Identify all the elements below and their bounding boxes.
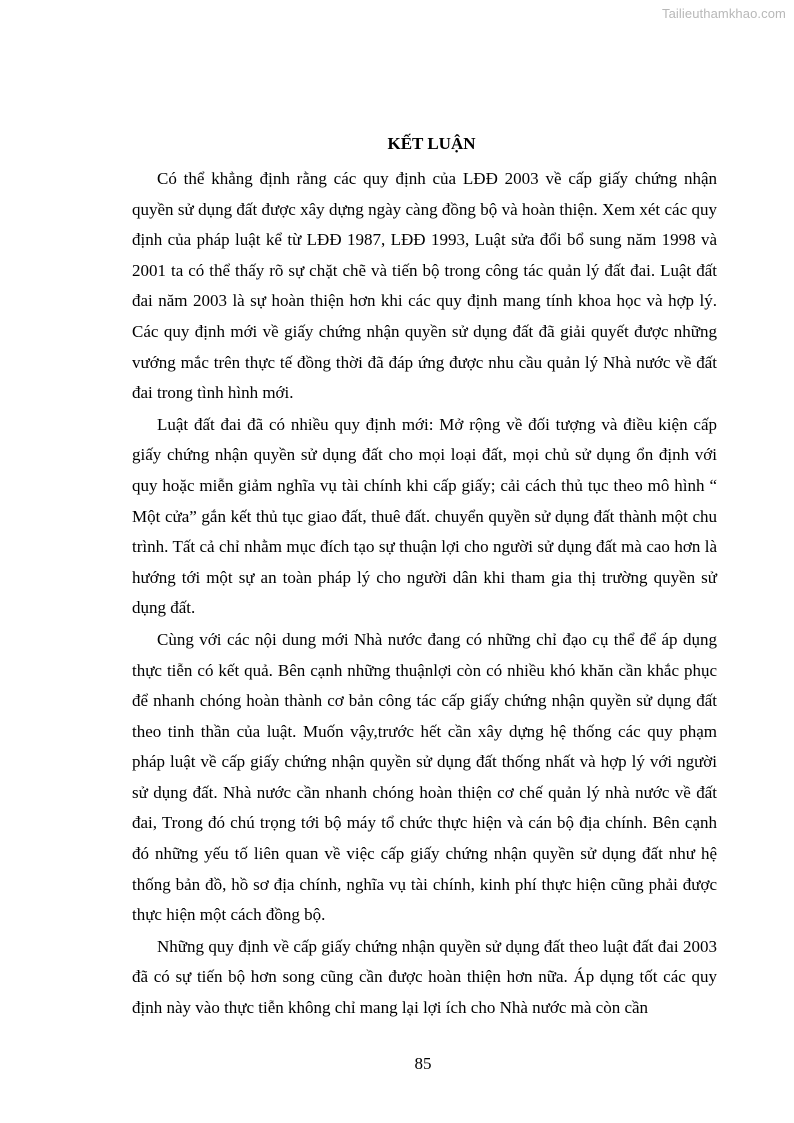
watermark-text: Tailieuthamkhao.com [661,6,786,21]
section-heading: KẾT LUẬN [387,134,476,153]
paragraph-4: Những quy định về cấp giấy chứng nhận quyền sử dụng đất theo luật đất đai 2003 đã có sự tiến bộ hơn song cũng cần được hoàn thiện hơn nữa. Áp dụng tốt các quy định này vào thực tiễn không chỉ mang lại lợi ích cho Nhà nước mà còn cần [132,936,717,1018]
document-body [132,124,717,1025]
paragraph-2: Luật đất đai đã có nhiều quy định mới: Mở rộng về đối tượng và điều kiện cấp giấy chứng nhận quyền sử dụng đất cho mọi loại đất, mọi chủ sử dụng ổn định với quy hoặc miễn giảm nghĩa vụ tài chính khi cấp giấy; cải cách thủ tục theo mô hình “ Một cửa” gắn kết thủ tục giao đất, thuê đất. chuyển quyền sử dụng đất thành một chu trình. Tất cả chỉ nhằm mục đích tạo sự thuận lợi cho người sử dụng đất mà cao hơn là hướng tới một sự an toàn pháp lý cho người dân khi tham gia thị trường quyền sử dụng đất. [132,414,717,618]
page-number: 85 [414,1054,432,1073]
paragraph-3: Cùng với các nội dung mới Nhà nước đang có những chỉ đạo cụ thể để áp dụng thực tiễn có kết quả. Bên cạnh những thuậnlợi còn có nhiều khó khăn cần khắc phục để nhanh chóng hoàn thành cơ bản công tác cấp giấy chứng nhận quyền sử dụng đất theo tinh thần của luật. Muốn vậy,trước hết cần xây dựng hệ thống các quy phạm pháp luật về cấp giấy chứng nhận quyền sử dụng đất thống nhất và hợp lý với người sử dụng đất. Nhà nước cần nhanh chóng hoàn thiện cơ chế quản lý nhà nước về đất đai, Trong đó chú trọng tới bộ máy tổ chức thực hiện và cán bộ địa chính. Bên cạnh đó những yếu tố liên quan về việc cấp giấy chứng nhận quyền sử dụng đất như hệ thống bản đồ, hồ sơ địa chính, nghĩa vụ tài chính, kinh phí thực hiện cũng phải được thực hiện một cách đồng bộ. [132,629,717,925]
paragraph-1: Có thể khẳng định rằng các quy định của LĐĐ 2003 về cấp giấy chứng nhận quyền sử dụng đất được xây dựng ngày càng đồng bộ và hoàn thiện. Xem xét các quy định của pháp luật kể từ LĐĐ 1987, LĐĐ 1993, Luật sửa đổi bổ sung năm 1998 và 2001 ta có thể thấy rõ sự chặt chẽ và tiến bộ trong công tác quản lý đất đai. Luật đất đai năm 2003 là sự hoàn thiện hơn khi các quy định mang tính khoa học và hợp lý. Các quy định mới về giấy chứng nhận quyền sử dụng đất đã giải quyết được những vướng mắc trên thực tế đồng thời đã đáp ứng được nhu cầu quản lý Nhà nước về đất đai trong tình hình mới. [132,169,717,403]
